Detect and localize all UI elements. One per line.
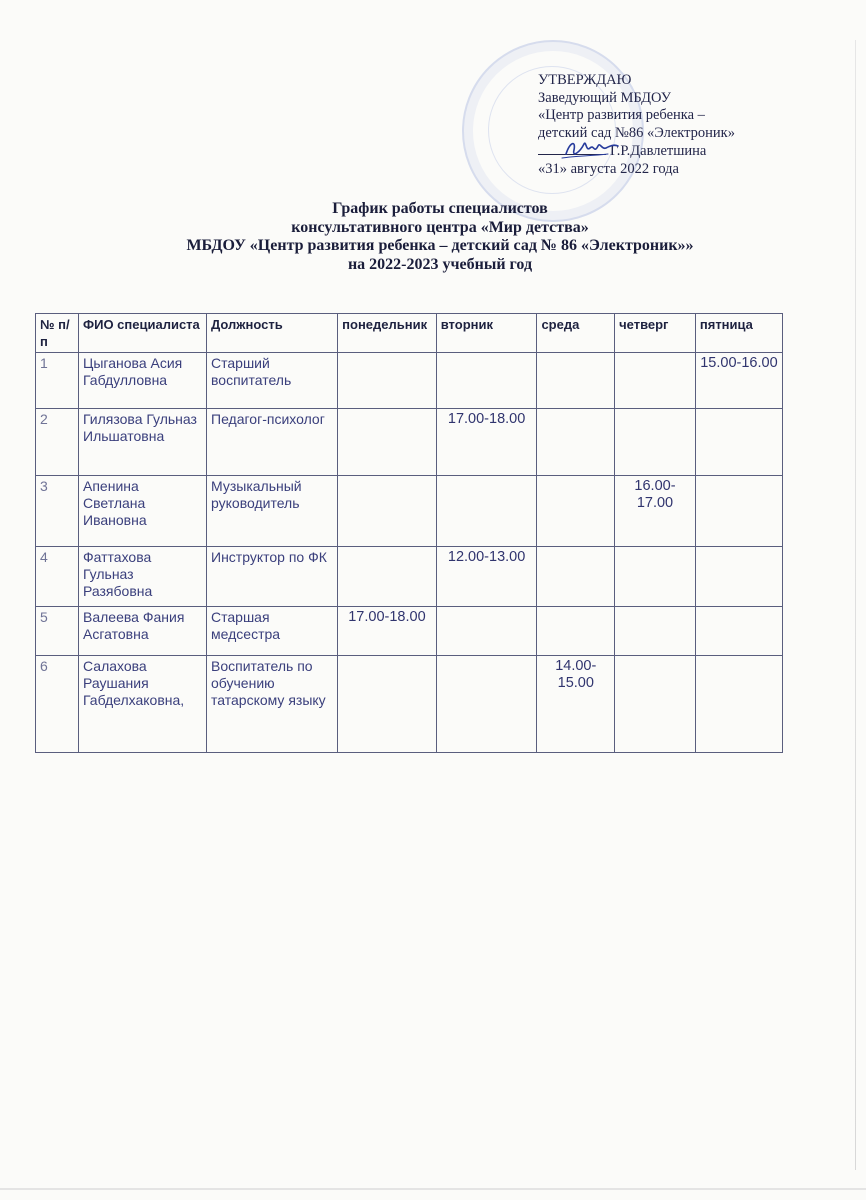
cell-thursday	[615, 353, 696, 409]
approval-date: «31» августа 2022 года	[538, 160, 679, 177]
table-row	[36, 547, 783, 607]
cell-monday	[338, 547, 437, 607]
header-monday: понедельник	[338, 314, 437, 353]
cell-thursday: 16.00-17.00	[615, 476, 696, 547]
cell-position: Педагог-психолог	[207, 409, 338, 476]
table-row	[36, 607, 783, 656]
header-num: № п/п	[36, 314, 79, 353]
title-line-2: консультативного центра «Мир детства»	[291, 218, 589, 236]
cell-wednesday	[537, 476, 615, 547]
cell-fio: Цыганова Асия Габдулловна	[79, 353, 207, 409]
cell-monday	[338, 353, 437, 409]
header-position: Должность	[207, 314, 338, 353]
handwritten-signature	[560, 134, 622, 162]
table-header-row	[36, 314, 783, 353]
cell-wednesday	[537, 409, 615, 476]
cell-position: Воспитатель по обучению татарскому языку	[207, 656, 338, 753]
approval-heading: УТВЕРЖДАЮ	[538, 72, 632, 88]
cell-tuesday	[436, 607, 537, 656]
title-line-4: на 2022-2023 учебный год	[347, 255, 533, 273]
cell-num: 4	[36, 547, 79, 607]
cell-num: 6	[36, 656, 79, 753]
table-row	[36, 353, 783, 409]
approval-line-2: «Центр развития ребенка –	[538, 107, 705, 123]
cell-position: Инструктор по ФК	[207, 547, 338, 607]
cell-num: 1	[36, 353, 79, 409]
header-tuesday: вторник	[436, 314, 537, 353]
cell-thursday	[615, 409, 696, 476]
cell-fio: Апенина Светлана Ивановна	[79, 476, 207, 547]
approval-block	[538, 72, 838, 178]
approval-signer: Г.Р.Давлетшина	[610, 143, 707, 159]
document-title	[60, 200, 820, 274]
cell-friday	[695, 409, 782, 476]
cell-thursday	[615, 656, 696, 753]
cell-fio: Фаттахова Гульназ Разябовна	[79, 547, 207, 607]
cell-num: 3	[36, 476, 79, 547]
cell-tuesday: 12.00-13.00	[436, 547, 537, 607]
cell-tuesday	[436, 656, 537, 753]
cell-thursday	[615, 547, 696, 607]
cell-tuesday: 17.00-18.00	[436, 409, 537, 476]
title-line-1: График работы специалистов	[332, 200, 548, 217]
scan-bottom-edge	[0, 1188, 866, 1190]
cell-position: Старший воспитатель	[207, 353, 338, 409]
cell-position: Старшая медсестра	[207, 607, 338, 656]
header-wednesday: среда	[537, 314, 615, 353]
table-row	[36, 656, 783, 753]
scan-right-edge	[855, 40, 856, 1170]
cell-monday	[338, 409, 437, 476]
cell-fio: Гилязова Гульназ Ильшатовна	[79, 409, 207, 476]
cell-num: 2	[36, 409, 79, 476]
header-thursday: четверг	[615, 314, 696, 353]
cell-num: 5	[36, 607, 79, 656]
table-row	[36, 476, 783, 547]
schedule-table	[35, 313, 783, 753]
cell-monday	[338, 656, 437, 753]
cell-wednesday	[537, 353, 615, 409]
cell-wednesday	[537, 607, 615, 656]
cell-friday	[695, 656, 782, 753]
cell-tuesday	[436, 476, 537, 547]
cell-wednesday: 14.00-15.00	[537, 656, 615, 753]
cell-monday	[338, 476, 437, 547]
cell-friday: 15.00-16.00	[695, 353, 782, 409]
cell-friday	[695, 547, 782, 607]
cell-monday: 17.00-18.00	[338, 607, 437, 656]
approval-line-1: Заведующий МБДОУ	[538, 89, 671, 106]
cell-friday	[695, 607, 782, 656]
approval-line-3: детский сад №86 «Электроник»	[538, 124, 735, 141]
header-fio: ФИО специалиста	[79, 314, 207, 353]
table-row	[36, 409, 783, 476]
cell-thursday	[615, 607, 696, 656]
cell-friday	[695, 476, 782, 547]
cell-fio: Валеева Фания Асгатовна	[79, 607, 207, 656]
cell-wednesday	[537, 547, 615, 607]
cell-fio: Салахова Раушания Габделхаковна,	[79, 656, 207, 753]
title-line-3: МБДОУ «Центр развития ребенка – детский сад № 86 «Электроник»»	[186, 237, 694, 254]
cell-position: Музыкальный руководитель	[207, 476, 338, 547]
cell-tuesday	[436, 353, 537, 409]
header-friday: пятница	[695, 314, 782, 353]
